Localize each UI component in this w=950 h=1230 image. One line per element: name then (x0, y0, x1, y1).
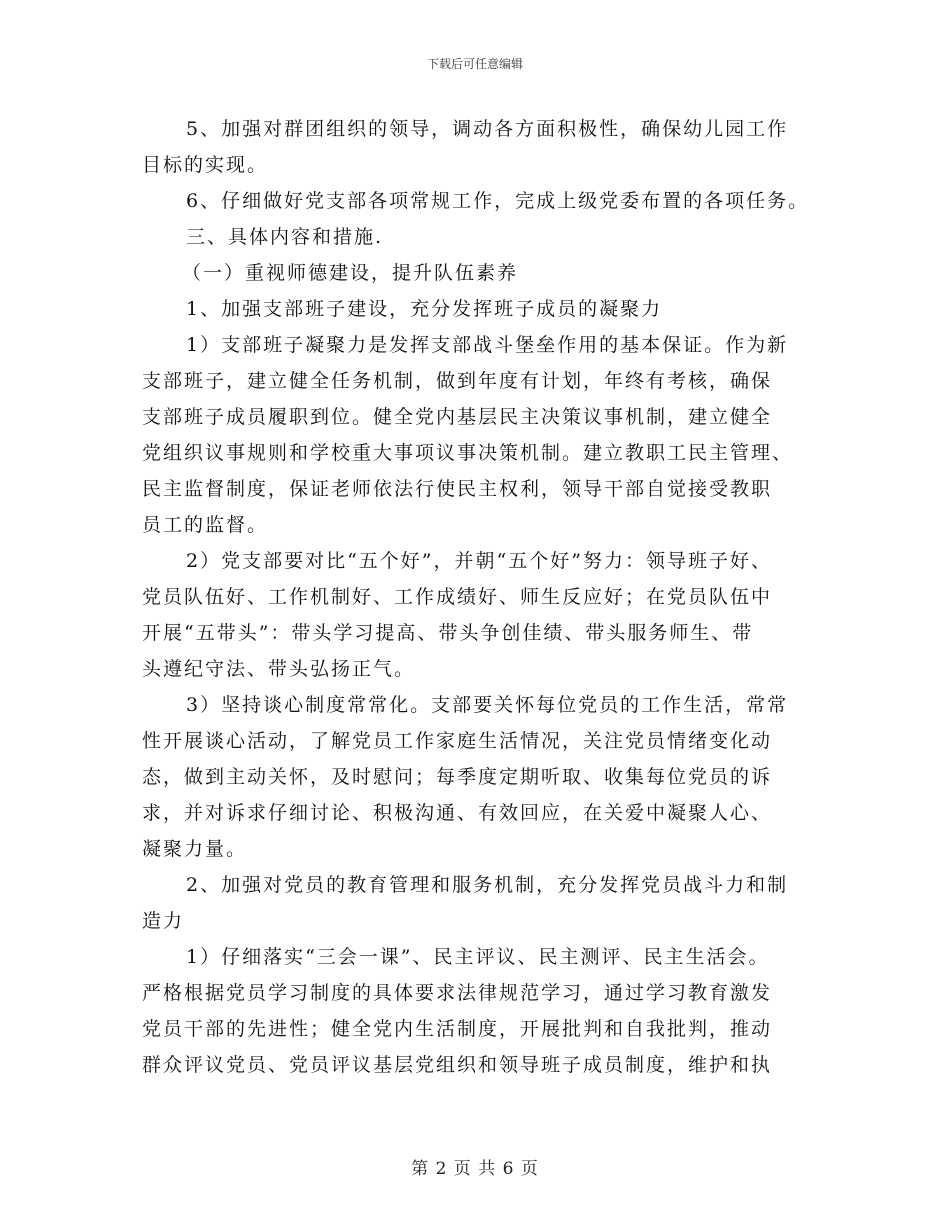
document-body (142, 111, 822, 1083)
paragraph-line: 性开展谈心活动，了解党员工作家庭生活情况，关注党员情绪变化动 (142, 730, 773, 752)
paragraph-line: 造力 (142, 910, 185, 932)
section-heading: 三、具体内容和措施. (186, 226, 384, 248)
paragraph-line: 党员干部的先进性；健全党内生活制度，开展批判和自我批判，推动 (142, 1018, 773, 1040)
paragraph-line: 3）坚持谈心制度常常化。支部要关怀每位党员的工作生活，常常 (186, 694, 789, 716)
paragraph-line: 严格根据党员学习制度的具体要求法律规范学习，通过学习教育激发 (142, 982, 773, 1004)
paragraph-line: 态，做到主动关怀，及时慰问；每季度定期听取、收集每位党员的诉 (142, 766, 773, 788)
paragraph-line: 求，并对诉求仔细讨论、积极沟通、有效回应，在关爱中凝聚人心、 (142, 802, 773, 824)
paragraph-line: 党员队伍好、工作机制好、工作成绩好、师生反应好；在党员队伍中 (142, 586, 773, 608)
paragraph-line: 员工的监督。 (142, 514, 269, 536)
item-heading: 1、加强支部班子建设，充分发挥班子成员的凝聚力 (186, 298, 663, 320)
paragraph-line: 5、加强对群团组织的领导，调动各方面积极性，确保幼儿园工作 (186, 118, 789, 140)
paragraph-line: 开展“五带头”：带头学习提高、带头争创佳绩、带头服务师生、带 (142, 622, 754, 644)
paragraph-line: 2）党支部要对比“五个好”，并朝“五个好”努力：领导班子好、 (186, 550, 772, 572)
item-heading: 2、加强对党员的教育管理和服务机制，充分发挥党员战斗力和制 (186, 874, 789, 896)
subsection-heading: （一）重视师德建设，提升队伍素养 (182, 262, 519, 284)
paragraph-line: 1）支部班子凝聚力是发挥支部战斗堡垒作用的基本保证。作为新 (186, 334, 789, 356)
page-header: 下载后可任意编辑 (426, 57, 523, 71)
paragraph-line: 民主监督制度，保证老师依法行使民主权利，领导干部自觉接受教职 (142, 478, 773, 500)
paragraph-line: 党组织议事规则和学校重大事项议事决策机制。建立教职工民主管理、 (142, 442, 794, 464)
page-footer: 第 2 页 共 6 页 (411, 1159, 539, 1179)
paragraph-line: 支部班子，建立健全任务机制，做到年度有计划，年终有考核，确保 (142, 370, 773, 392)
paragraph-line: 1）仔细落实“三会一课”、民主评议、民主测评、民主生活会。 (186, 946, 770, 968)
paragraph-line: 群众评议党员、党员评议基层党组织和领导班子成员制度，维护和执 (142, 1054, 773, 1076)
paragraph-line: 6、仔细做好党支部各项常规工作，完成上级党委布置的各项任务。 (186, 190, 810, 212)
paragraph-line: 凝聚力量。 (142, 838, 248, 860)
paragraph-line: 头遵纪守法、带头弘扬正气。 (142, 658, 416, 680)
paragraph-line: 支部班子成员履职到位。健全党内基层民主决策议事机制，建立健全 (142, 406, 773, 428)
paragraph-line: 目标的实现。 (142, 154, 269, 176)
